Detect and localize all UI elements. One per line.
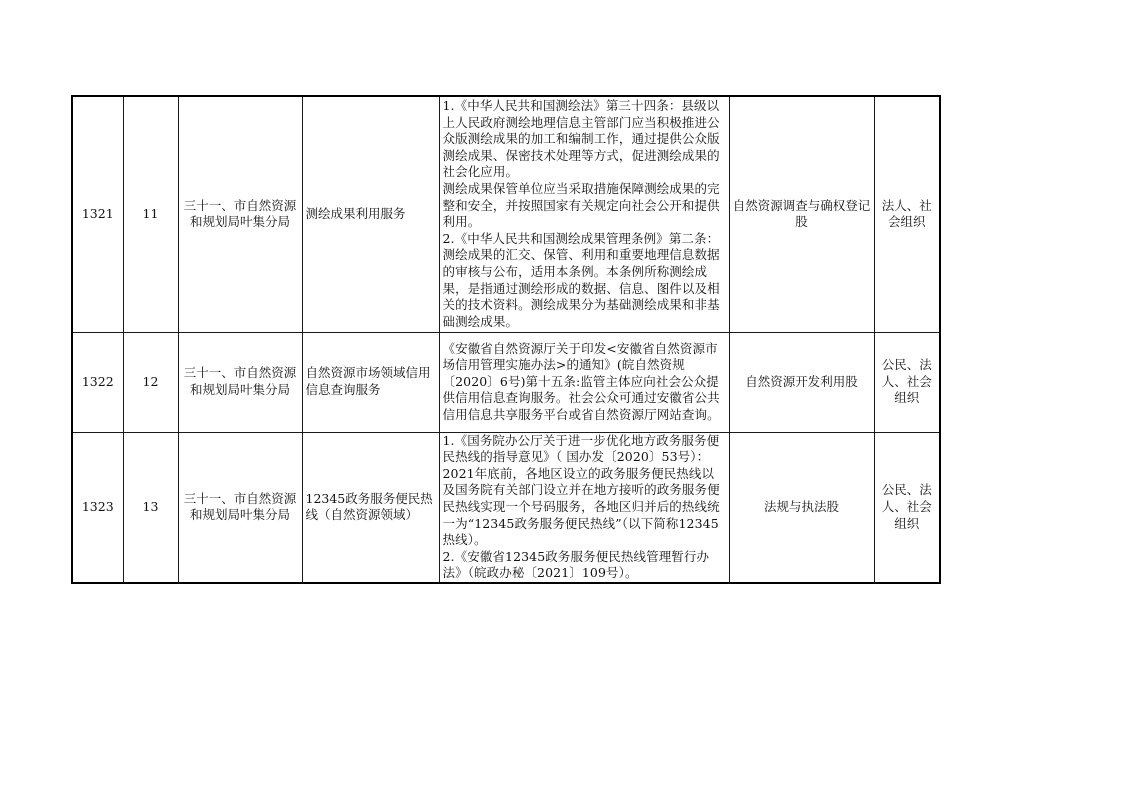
basis-cell	[439, 96, 729, 332]
service-list-table	[71, 95, 941, 584]
sub-seq-cell: 11	[123, 96, 178, 332]
item-name-cell: 自然资源市场领域信用信息查询服务	[302, 332, 439, 432]
table-row	[72, 432, 940, 583]
basis-paragraph: 1.《中华人民共和国测绘法》第三十四条：县级以上人民政府测绘地理信息主管部门应当积极推进公众版测绘成果的加工和编制工作，通过提供公众版测绘成果、保密技术处理等方式，促进测绘成果的社会化应用。	[442, 98, 720, 180]
department-cell: 三十一、市自然资源和规划局叶集分局	[178, 332, 302, 432]
item-name-cell: 12345政务服务便民热线（自然资源领域）	[302, 432, 439, 583]
item-name-cell: 测绘成果利用服务	[302, 96, 439, 332]
basis-cell	[439, 332, 729, 432]
service-target-cell: 公民、法人、社会组织	[874, 432, 940, 583]
responsible-unit-cell: 法规与执法股	[729, 432, 874, 583]
sub-seq-cell: 13	[123, 432, 178, 583]
sub-seq-cell: 12	[123, 332, 178, 432]
table-row	[72, 96, 940, 332]
seq-cell: 1322	[72, 332, 123, 432]
table-row	[72, 332, 940, 432]
basis-paragraph: 1.《国务院办公厅关于进一步优化地方政务服务便民热线的指导意见》（ 国办发〔2020〕53号）：2021年底前，各地区设立的政务服务便民热线以及国务院有关部门设立并在地方接听的政务服务便民热线实现一个号码服务，各地区归并后的热线统一为“12345政务服务便民热线”（以下简称12345热线）。	[442, 432, 720, 548]
seq-cell: 1323	[72, 432, 123, 583]
basis-paragraph: 2.《安徽省12345政务服务便民热线管理暂行办法》（皖政办秘〔2021〕109号）。	[442, 548, 710, 581]
basis-paragraph: 测绘成果保管单位应当采取措施保障测绘成果的完整和安全，并按照国家有关规定向社会公开和提供利用。	[442, 181, 720, 230]
responsible-unit-cell: 自然资源调查与确权登记股	[729, 96, 874, 332]
department-cell: 三十一、市自然资源和规划局叶集分局	[178, 432, 302, 583]
service-target-cell: 法人、社会组织	[874, 96, 940, 332]
basis-cell	[439, 432, 729, 583]
seq-cell: 1321	[72, 96, 123, 332]
department-cell: 三十一、市自然资源和规划局叶集分局	[178, 96, 302, 332]
basis-paragraph: 2.《中华人民共和国测绘成果管理条例》第二条：测绘成果的汇交、保管、利用和重要地理信息数据的审核与公布，适用本条例。本条例所称测绘成果，是指通过测绘形成的数据、信息、图件以及相关的技术资料。测绘成果分为基础测绘成果和非基础测绘成果。	[442, 230, 720, 329]
basis-paragraph: 《安徽省自然资源厅关于印发<安徽省自然资源市场信用管理实施办法>的通知》(皖自然资规〔2020〕6号)第十五条:监管主体应向社会公众提供信用信息查询服务。社会公众可通过安徽省公共信用信息共享服务平台或省自然资源厅网站查询。	[442, 340, 720, 422]
service-target-cell: 公民、法人、社会组织	[874, 332, 940, 432]
responsible-unit-cell: 自然资源开发利用股	[729, 332, 874, 432]
